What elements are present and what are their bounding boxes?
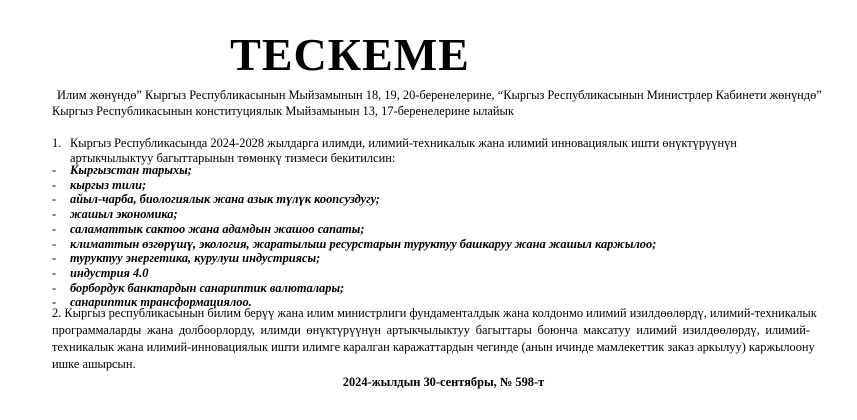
decree-date-number: 2024-жылдын 30-сентябры, № 598-т	[342, 375, 545, 389]
list-item	[52, 207, 656, 222]
preamble-line: Кыргыз Республикасынын конституциялык Мыйзамынын 13, 17-беренелерине ылайык	[52, 104, 514, 118]
list-item	[52, 251, 656, 266]
list-item-text: климаттын өзгөрүшү, экология, жаратылыш ресурстарын туруктуу башкаруу жана жашыл каржылоо;	[70, 236, 657, 251]
list-marker: -	[52, 207, 57, 222]
list-marker: -	[52, 280, 57, 295]
list-item-text: Кыргызстан тарыхы;	[70, 163, 192, 177]
list-item-text: санариптик трансформациялоо.	[70, 295, 252, 310]
list-marker: -	[52, 163, 57, 177]
list-item-text: жашыл экономика;	[70, 207, 178, 222]
list-item	[52, 192, 656, 207]
list-item	[52, 163, 656, 178]
decree-item-2	[52, 305, 817, 373]
list-marker: -	[52, 236, 57, 251]
list-item-text: туруктуу энергетика, курулуш индустриясы;	[70, 251, 321, 266]
list-item	[52, 237, 656, 252]
list-marker: -	[52, 177, 57, 192]
document-title: ТЕСКЕМЕ	[230, 29, 470, 80]
priority-list	[52, 163, 656, 310]
list-item-text: саламаттык сактоо жана адамдын жашоо сапаты;	[70, 221, 365, 236]
item-text-line: техникалык жана илимий-инновациялык ишти илимге каралган каражаттардын чегинде (анын ичинде мамлекеттик заказ аркылуу) каржылоону	[52, 340, 815, 354]
preamble	[52, 87, 852, 119]
list-marker: -	[52, 192, 57, 207]
list-marker: -	[52, 295, 57, 310]
list-marker: -	[52, 221, 57, 236]
list-marker: -	[52, 265, 57, 280]
item-text-line: ишке ашырсын.	[52, 357, 136, 371]
list-item	[52, 281, 656, 296]
item-text: Кыргыз Республикасында 2024-2028 жылдарга илимди, илимий-техникалык жана илимий инновациялык ишти өнүктүрүүнүн	[70, 136, 737, 150]
list-item	[52, 222, 656, 237]
list-item-text: кыргыз тили;	[70, 177, 147, 192]
preamble-line: Илим жөнүндө” Кыргыз Республикасынын Мыйзамынын 18, 19, 20-беренелерине, “Кыргыз Республикасынын Министрлер Кабинети жөнүндө”	[57, 88, 822, 102]
list-item	[52, 178, 656, 193]
list-item-text: индустрия 4.0	[70, 265, 149, 280]
item-number: 1.	[52, 136, 62, 150]
list-item-text: борбордук банктардын санариптик валюталары;	[70, 280, 345, 295]
item-text-line: 2. Кыргыз республикасынын билим берүү жана илим министрлиги фундаменталдык жана колдонмо илимий изилдөөлөрдү, илимий-техникалык	[52, 306, 817, 320]
item-text-line: программаларды жана долбоорлорду, илимди өнүктүрүүнүн артыкчылыктуу багыттары боюнча максатуу илимий изилдөөлөрдү, илимий-	[52, 323, 810, 337]
list-item	[52, 266, 656, 281]
list-marker: -	[52, 251, 57, 266]
decree-item-1	[52, 136, 842, 165]
list-item-text: айыл-чарба, биологиялык жана азык түлүк коопсуздугу;	[70, 192, 380, 207]
item-text-continuation: артыкчылыктуу багыттарынын төмөнкү тизмеси бекитилсин:	[70, 150, 396, 165]
